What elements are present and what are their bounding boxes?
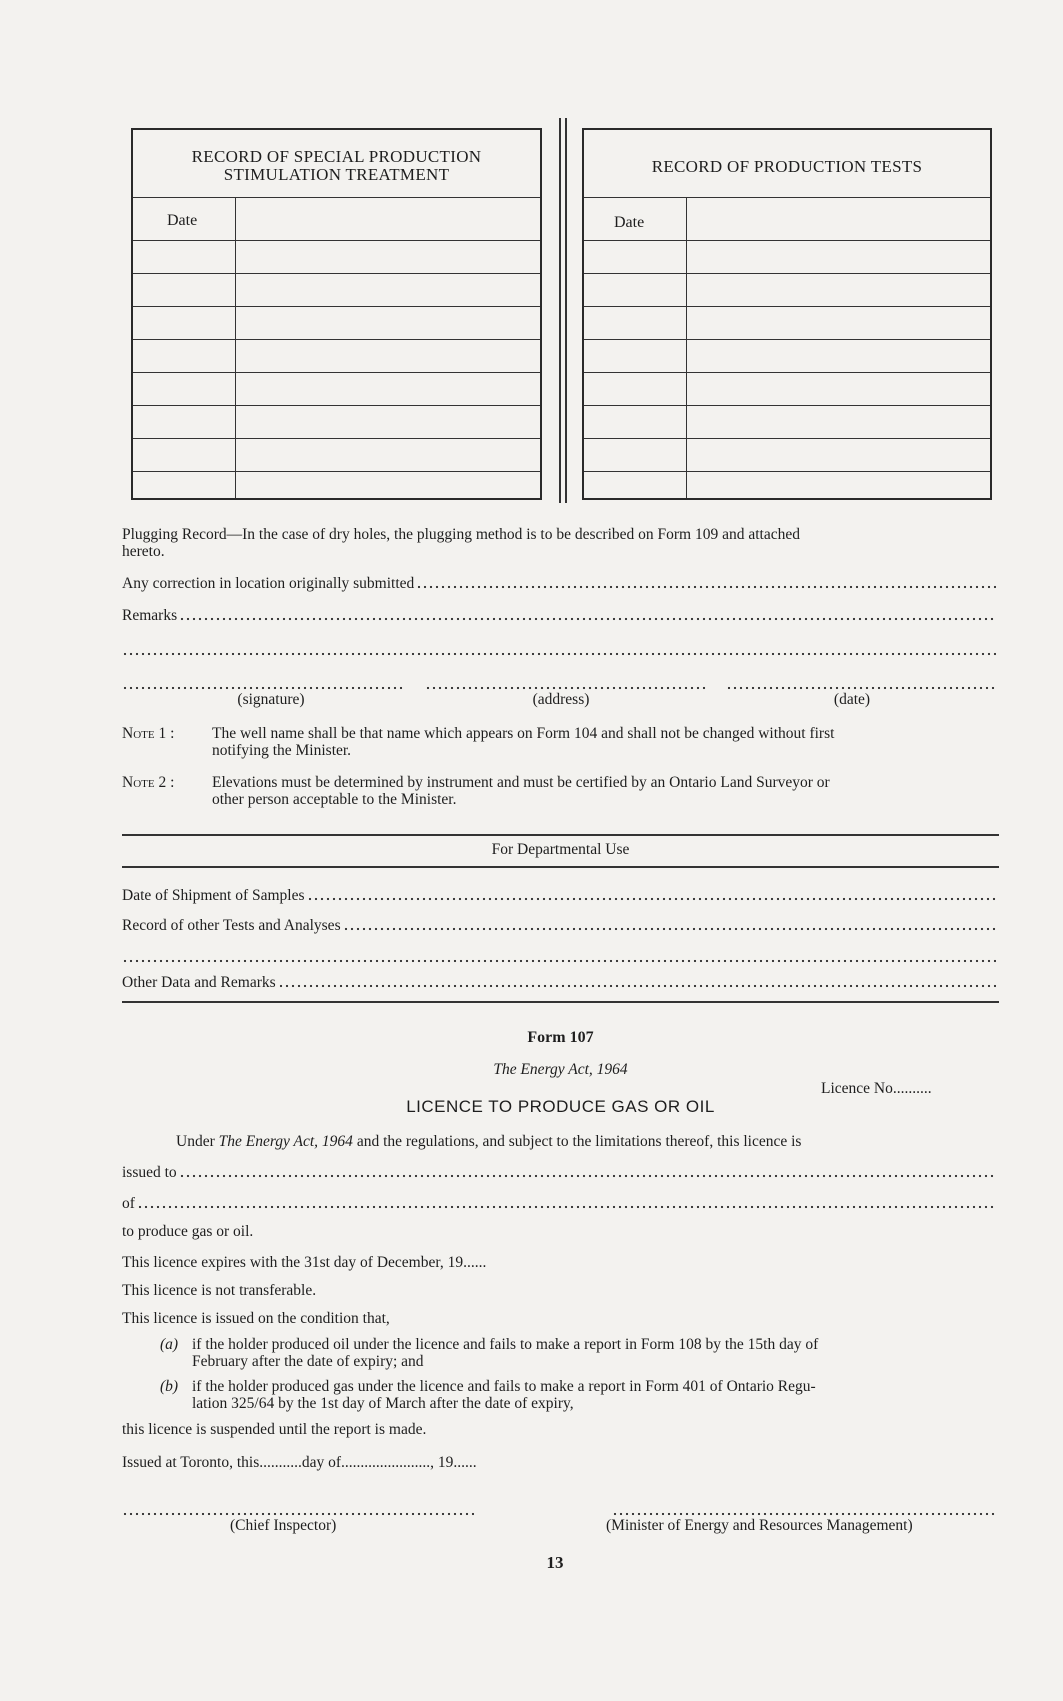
departmental-title: For Departmental Use	[491, 841, 630, 858]
plugging-record-line2: hereto.	[122, 543, 165, 560]
table-row-line	[584, 339, 990, 340]
condition-b-label: (b)	[160, 1378, 179, 1395]
special-production-title-line1: RECORD OF SPECIAL PRODUCTION	[191, 147, 482, 166]
of-field[interactable]	[122, 1195, 996, 1212]
remarks-field[interactable]	[122, 607, 996, 624]
table-row-line	[584, 471, 990, 472]
departmental-bottom-rule	[122, 1001, 999, 1003]
date-caption: (date)	[833, 691, 871, 708]
table-row-line	[133, 273, 540, 274]
table-header-divider	[133, 197, 540, 198]
table-row-line	[133, 339, 540, 340]
condition-line: This licence is issued on the condition that,	[122, 1310, 390, 1327]
under-act: The Energy Act, 1964	[218, 1133, 353, 1150]
issued-to-label: issued to	[122, 1164, 177, 1181]
minister-caption: (Minister of Energy and Resources Management)	[606, 1517, 913, 1534]
note-1-line1: The well name shall be that name which appears on Form 104 and shall not be changed without first	[212, 725, 835, 742]
under-prefix: Under	[176, 1133, 219, 1150]
page-number: 13	[546, 1553, 564, 1572]
other-tests-continuation-line[interactable]	[122, 959, 996, 963]
table-row-line	[133, 372, 540, 373]
other-tests-field[interactable]	[122, 917, 996, 934]
table-separator	[559, 118, 561, 503]
departmental-top-rule	[122, 834, 999, 836]
table-row-line	[133, 438, 540, 439]
remarks-continuation-line[interactable]	[122, 652, 996, 656]
chief-inspector-caption: (Chief Inspector)	[230, 1517, 337, 1534]
signature-line[interactable]	[122, 686, 404, 690]
expires-line: This licence expires with the 31st day of December, 19......	[122, 1254, 487, 1271]
condition-a-line2: February after the date of expiry; and	[192, 1353, 424, 1370]
table-row-line	[584, 306, 990, 307]
date-line[interactable]	[726, 686, 996, 690]
table-row-line	[584, 438, 990, 439]
location-correction-field[interactable]	[122, 575, 996, 592]
table-row-line	[133, 405, 540, 406]
table-row-line	[133, 240, 540, 241]
table-row-line	[584, 405, 990, 406]
issued-at-line[interactable]: Issued at Toronto, this...........day of......................., 19......	[122, 1454, 477, 1471]
condition-a-label: (a)	[160, 1336, 179, 1353]
note-2-line1: Elevations must be determined by instrument and must be certified by an Ontario Land Surveyor or	[212, 774, 830, 791]
date-column-header: Date	[167, 212, 198, 229]
minister-signature-line[interactable]	[612, 1512, 996, 1516]
produce-line: to produce gas or oil.	[122, 1223, 254, 1240]
of-label: of	[122, 1195, 135, 1212]
table-row-line	[584, 240, 990, 241]
licence-title: LICENCE TO PRODUCE GAS OR OIL	[406, 1097, 715, 1116]
special-production-title-line2: STIMULATION TREATMENT	[223, 165, 450, 184]
special-production-table	[131, 128, 542, 500]
under-act-line	[176, 1133, 801, 1150]
condition-b-line2: lation 325/64 by the 1st day of March after the date of expiry,	[192, 1395, 574, 1412]
table-separator	[565, 118, 567, 503]
note-2-line2: other person acceptable to the Minister.	[212, 791, 457, 808]
licence-number[interactable]: Licence No..........	[821, 1080, 932, 1097]
date-column-divider	[686, 197, 687, 498]
issued-to-field[interactable]	[122, 1164, 996, 1181]
table-row-line	[133, 471, 540, 472]
note-1-line2: notifying the Minister.	[212, 742, 352, 759]
table-row-line	[584, 273, 990, 274]
shipment-date-field[interactable]	[122, 887, 996, 904]
address-caption: (address)	[532, 691, 590, 708]
form-number: Form 107	[527, 1029, 594, 1046]
suspended-line: this licence is suspended until the report is made.	[122, 1421, 427, 1438]
production-tests-title: RECORD OF PRODUCTION TESTS	[651, 157, 923, 176]
other-data-field[interactable]	[122, 974, 996, 991]
signature-caption: (signature)	[237, 691, 305, 708]
table-row-line	[584, 372, 990, 373]
date-column-header: Date	[614, 214, 645, 231]
address-line[interactable]	[425, 686, 707, 690]
note-1-label: Note 1 :	[122, 725, 175, 742]
form-act: The Energy Act, 1964	[493, 1061, 628, 1078]
table-row-line	[133, 306, 540, 307]
date-column-divider	[235, 197, 236, 498]
other-data-label: Other Data and Remarks	[122, 974, 276, 991]
location-correction-label: Any correction in location originally submitted	[122, 575, 415, 592]
condition-b-line1: if the holder produced gas under the licence and fails to make a report in Form 401 of Ontario Regu-	[192, 1378, 816, 1395]
production-tests-table	[582, 128, 992, 500]
shipment-date-label: Date of Shipment of Samples	[122, 887, 305, 904]
remarks-label: Remarks	[122, 607, 178, 624]
condition-a-line1: if the holder produced oil under the licence and fails to make a report in Form 108 by the 15th day of	[192, 1336, 819, 1353]
chief-inspector-signature-line[interactable]	[122, 1512, 474, 1516]
under-suffix: and the regulations, and subject to the limitations thereof, this licence is	[352, 1133, 802, 1150]
departmental-header-rule	[122, 866, 999, 868]
not-transferable-line: This licence is not transferable.	[122, 1282, 317, 1299]
note-2-label: Note 2 :	[122, 774, 175, 791]
table-header-divider	[584, 197, 990, 198]
other-tests-label: Record of other Tests and Analyses	[122, 917, 341, 934]
plugging-record-line1: Plugging Record—In the case of dry holes, the plugging method is to be described on Form 109 and attached	[122, 526, 800, 543]
